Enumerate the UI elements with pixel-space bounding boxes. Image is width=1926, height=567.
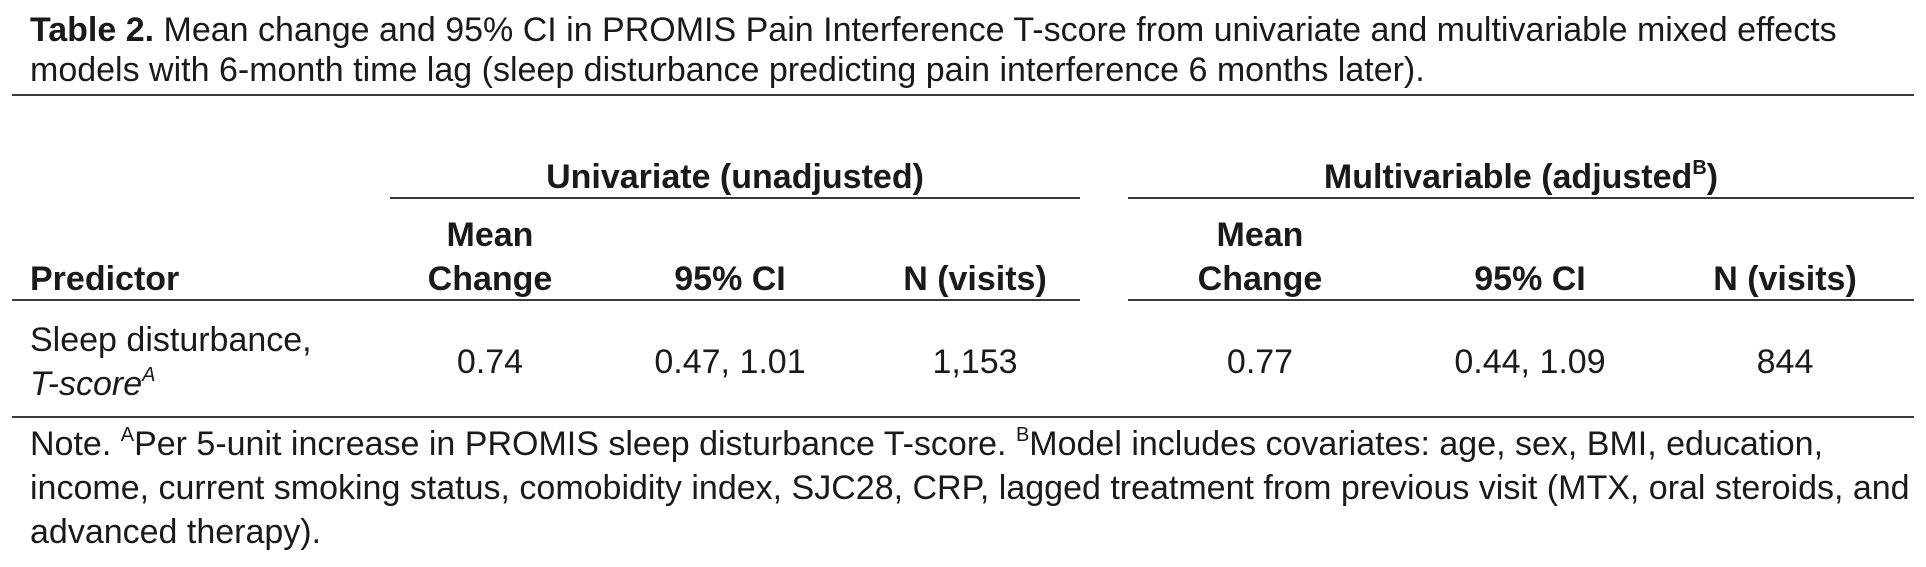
caption-text: Mean change and 95% CI in PROMIS Pain Interference T-score from univariate and multivariable mixed effects models with 6-month time lag (sleep disturbance predicting pain interference 6 months later).	[30, 11, 1837, 89]
bottom-rule	[12, 416, 1914, 418]
row-uni-mean: 0.74	[456, 343, 524, 381]
group-header-univariate: Univariate (unadjusted)	[546, 158, 924, 196]
col-header-multi-ci: 95% CI	[1474, 260, 1586, 298]
note-marker-a: A	[120, 424, 135, 446]
univariate-group-rule	[390, 197, 1080, 199]
group-header-multivariable: Multivariable (adjusted$^B$)	[1323, 157, 1719, 196]
col-header-multi-n: N (visits)	[1713, 260, 1857, 298]
header-rule-left	[12, 299, 1080, 301]
table-note: Note. $^A$Per 5-unit increase in PROMIS sleep disturbance T-score. $^B$Model includes covariates: age, sex, BMI, education, income, current smoking status, comobidity index, SJC28, CRP, lagged treatment from previous visit (MTX, oral steroids, and advanced therapy).	[30, 424, 1910, 551]
caption-rule	[12, 94, 1914, 96]
multivariable-footnote-marker: B	[1692, 157, 1707, 179]
row-uni-ci: 0.47, 1.01	[654, 343, 806, 381]
col-header-uni-mean-line1: Mean	[446, 216, 534, 254]
table-label: Table 2.	[30, 11, 155, 49]
header-rule-right	[1128, 299, 1914, 301]
row-predictor-line2: T-score$^A$	[30, 364, 156, 403]
col-header-uni-ci: 95% CI	[674, 260, 786, 298]
row-predictor-line1: Sleep disturbance,	[30, 321, 312, 359]
col-header-multi-mean-line1: Mean	[1216, 216, 1304, 254]
row-multi-n: 844	[1756, 343, 1814, 381]
multivariable-group-rule	[1128, 197, 1914, 199]
col-header-uni-n: N (visits)	[903, 260, 1047, 298]
row-multi-mean: 0.77	[1226, 343, 1294, 381]
col-header-uni-mean-line2: Change	[427, 260, 553, 298]
table-caption	[30, 10, 1890, 90]
row-uni-n: 1,153	[932, 343, 1018, 381]
col-header-multi-mean-line2: Change	[1197, 260, 1323, 298]
note-marker-b: B	[1015, 424, 1030, 446]
col-header-predictor: Predictor	[30, 260, 180, 298]
row-multi-ci: 0.44, 1.09	[1454, 343, 1606, 381]
predictor-footnote-marker: A	[142, 364, 156, 386]
